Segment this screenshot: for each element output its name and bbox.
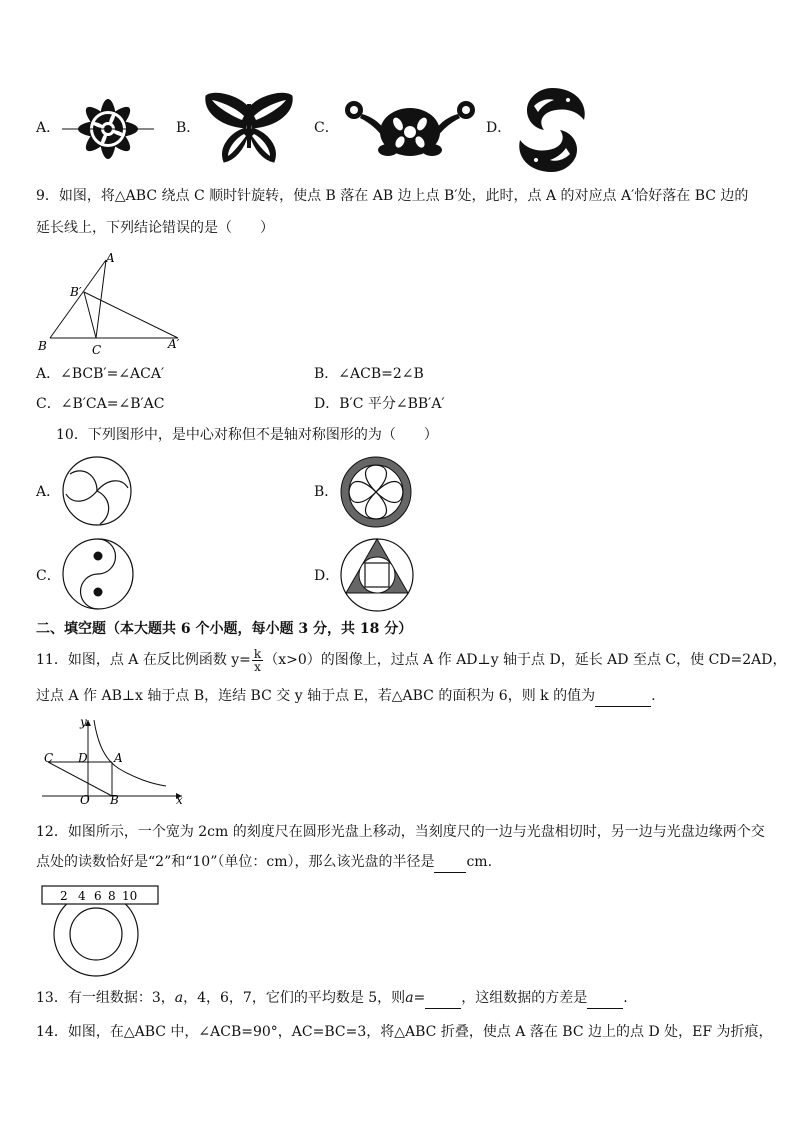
q11-frac-den: x [254, 659, 261, 674]
q12-tick-2: 2 [60, 889, 68, 903]
q13-answer-blank-a[interactable] [425, 988, 461, 1009]
q11-label-y: y [80, 715, 87, 729]
q9-option-b-label: B． [314, 366, 339, 382]
q10-stem: 10．下列图形中，是中心对称但不是轴对称图形的为（ ） [56, 427, 438, 443]
q11-label-d: D [78, 751, 88, 765]
q12-stem-line2-text: 点处的读数恰好是“2”和“10”（单位：cm），那么该光盘的半径是 [36, 854, 435, 870]
q9-option-a-text: ∠BCB′=∠ACA′ [60, 366, 165, 382]
q9-label-b: B [38, 339, 47, 353]
q13-stem [36, 988, 628, 1009]
q13-answer-blank-variance[interactable] [587, 988, 623, 1009]
q13-var-a: a [174, 990, 184, 1006]
q12-tick-4: 4 [78, 889, 86, 903]
section2-title: 二、填空题（本大题共 6 个小题，每小题 3 分，共 18 分） [36, 621, 413, 637]
q8-option-a-label: A． [36, 120, 61, 136]
q13-text-mid3: ，这组数据的方差是 [461, 990, 588, 1006]
q8-option-b-label: B． [176, 120, 201, 136]
q10-option-b-label: B． [314, 484, 339, 500]
q9-option-d-label: D． [314, 396, 340, 412]
q13-text-end: . [623, 990, 628, 1006]
q12-stem-line2-end: cm. [466, 854, 493, 870]
q11-label-b: B [110, 793, 119, 807]
q13-text-mid2: = [413, 990, 426, 1006]
q10-option-a-label: A． [36, 484, 61, 500]
q11-fraction [252, 648, 263, 673]
q13-text-mid1: ，4，6，7，它们的平均数是 5，则 [183, 990, 406, 1006]
q9-label-b-prime: B′ [70, 285, 82, 299]
q14-stem-line1: 14．如图，在△ABC 中，∠ACB=90°，AC=BC=3，将△ABC 折叠，使点 A 落在 BC 边上的点 D 处，EF 为折痕， [36, 1024, 773, 1040]
q9-option-b [314, 364, 424, 384]
q9-label-a: A [106, 251, 115, 265]
q11-stem-line2-text: 过点 A 作 AB⊥x 轴于点 B，连结 BC 交 y 轴于点 E，若△ABC 的面积为 6，则 k 的值为 [36, 688, 596, 704]
q11-stem-post: （x>0）的图像上，过点 A 作 AD⊥y 轴于点 D，延长 AD 至点 C，使 CD=2AD， [264, 652, 787, 668]
q12-tick-10: 10 [122, 889, 138, 903]
q8-butterfly-papercut-image [202, 90, 296, 166]
q8-flower-papercut-image [62, 96, 154, 162]
q10-four-petal-circle-figure [338, 454, 414, 530]
q9-option-c-label: C． [36, 396, 61, 412]
q13-text-pre: 13．有一组数据：3， [36, 990, 175, 1006]
q9-option-c [36, 394, 165, 414]
q12-stem-line2 [36, 852, 492, 873]
q9-option-b-text: ∠ACB=2∠B [338, 366, 424, 382]
q9-option-d [314, 394, 445, 414]
q9-option-a [36, 364, 164, 384]
q11-label-a: A [114, 751, 123, 765]
q10-yin-yang-circle-figure [60, 536, 136, 612]
q11-label-x: x [176, 793, 183, 807]
q9-rotation-figure [36, 250, 186, 358]
q12-answer-blank[interactable] [434, 852, 466, 873]
q9-option-a-label: A． [36, 366, 61, 382]
q11-stem-line2 [36, 686, 656, 707]
q12-tick-8: 8 [108, 889, 116, 903]
q11-label-o: O [80, 793, 90, 807]
q9-stem-line1: 9．如图，将△ABC 绕点 C 顺时针旋转，使点 B 落在 AB 边上点 B′处，此时，点 A 的对应点 A′恰好落在 BC 边的 [36, 188, 749, 204]
q11-graph-figure [36, 715, 184, 807]
q8-option-d-label: D． [486, 120, 512, 136]
q12-stem-line1: 12．如图所示，一个宽为 2cm 的刻度尺在圆形光盘上移动，当刻度尺的一边与光盘相切时，另一边与光盘边缘两个交 [36, 824, 765, 840]
q10-triangle-square-circle-figure [338, 536, 416, 614]
q12-tick-6: 6 [94, 889, 102, 903]
q10-option-d-label: D． [314, 568, 340, 584]
q11-answer-blank[interactable] [595, 686, 651, 707]
q9-stem-line2: 延长线上，下列结论错误的是（ ） [36, 220, 274, 236]
q8-dragon-papercut-image [514, 86, 590, 174]
q9-label-a-prime: A′ [168, 337, 180, 351]
q12-ruler-disc-figure [40, 884, 164, 978]
q11-stem-line1 [36, 646, 787, 674]
q13-var-a2: a [405, 990, 414, 1006]
q10-option-c-label: C． [36, 568, 61, 584]
q9-option-d-text: B′C 平分∠BB′A′ [339, 396, 445, 412]
q11-label-c: C [44, 751, 54, 765]
q8-option-c-label: C． [314, 120, 339, 136]
q11-stem-pre: 11．如图，点 A 在反比例函数 y= [36, 652, 251, 668]
q9-option-c-text: ∠B′CA=∠B′AC [60, 396, 165, 412]
q11-stem-line2-end: . [651, 688, 656, 704]
q11-frac-num: k [253, 646, 262, 661]
q10-swirl-circle-figure [60, 454, 134, 528]
q8-floral-papercut-image [340, 96, 480, 166]
q9-label-c: C [92, 343, 102, 357]
